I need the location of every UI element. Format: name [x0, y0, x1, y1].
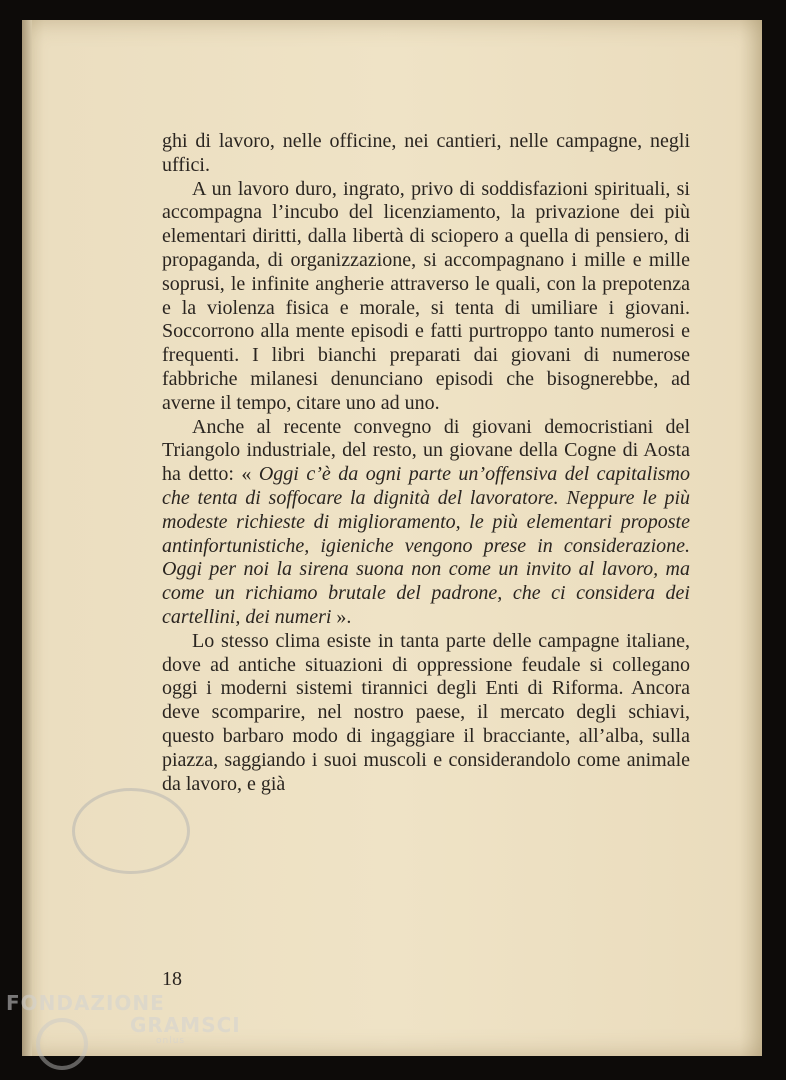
paragraph-4	[162, 630, 690, 797]
watermark-line-3: onlus	[156, 1036, 186, 1046]
paragraph-3	[162, 416, 690, 630]
page-number: 18	[162, 968, 182, 990]
text-run: Lo stesso clima esiste in tanta parte delle campagne italiane, dove ad antiche situazioni di oppressione feudale si collegano oggi i moderni sistemi tirannici degli Enti di Riforma. Ancora deve scomparire, nel nostro paese, il mercato degli schiavi, questo barbaro modo di ingaggiare il bracciante, all’alba, sulla piazza, saggiando i suoi muscoli e considerandolo come animale da lavoro, e già	[162, 629, 690, 795]
watermark-line-1: FONDAZIONE	[6, 991, 165, 1015]
paragraph-2	[162, 178, 690, 416]
library-stamp	[72, 788, 190, 874]
body-text	[162, 130, 690, 796]
text-run: A un lavoro duro, ingrato, privo di soddisfazioni spirituali, si accompagna l’incubo del licenziamento, la privazione dei più elementari diritti, dalla libertà di sciopero a quella di pensiero, di propaganda, di organizzazione, si accompagnano i mille e mille soprusi, le infinite angherie attraverso le quali, con la prepotenza e la violenza fisica e morale, si tenta di umiliare i giovani. Soccorrono alla mente episodi e fatti purtroppo tanto numerosi e frequenti. I libri bianchi preparati dai giovani di numerose fabbriche milanesi denunciano episodi che bisognerebbe, ad averne il tempo, citare uno ad uno.	[162, 177, 690, 414]
quoted-text: Oggi c’è da ogni parte un’offensiva del capitalismo che tenta di soffocare la dignità del lavoratore. Neppure le più modeste richieste di miglioramento, le più elementari proposte antinfortunistiche, igieniche vengono prese in considerazione. Oggi per noi la sirena suona non come un invito al lavoro, ma come un richiamo brutale del padrone, che ci considera dei cartellini, dei numeri	[162, 463, 690, 628]
watermark-line-2: GRAMSCI	[130, 1013, 241, 1037]
watermark	[6, 992, 241, 1046]
page-gutter	[22, 20, 32, 1056]
text-run: ghi di lavoro, nelle officine, nei cantieri, nelle campagne, negli uffici.	[162, 130, 690, 176]
text-run: Anche al recente convegno di giovani democristiani del Triangolo industriale, del resto, un giovane della Cogne di Aosta ha detto: «	[162, 415, 690, 486]
paragraph-1	[162, 130, 690, 178]
text-run: ».	[331, 605, 352, 628]
